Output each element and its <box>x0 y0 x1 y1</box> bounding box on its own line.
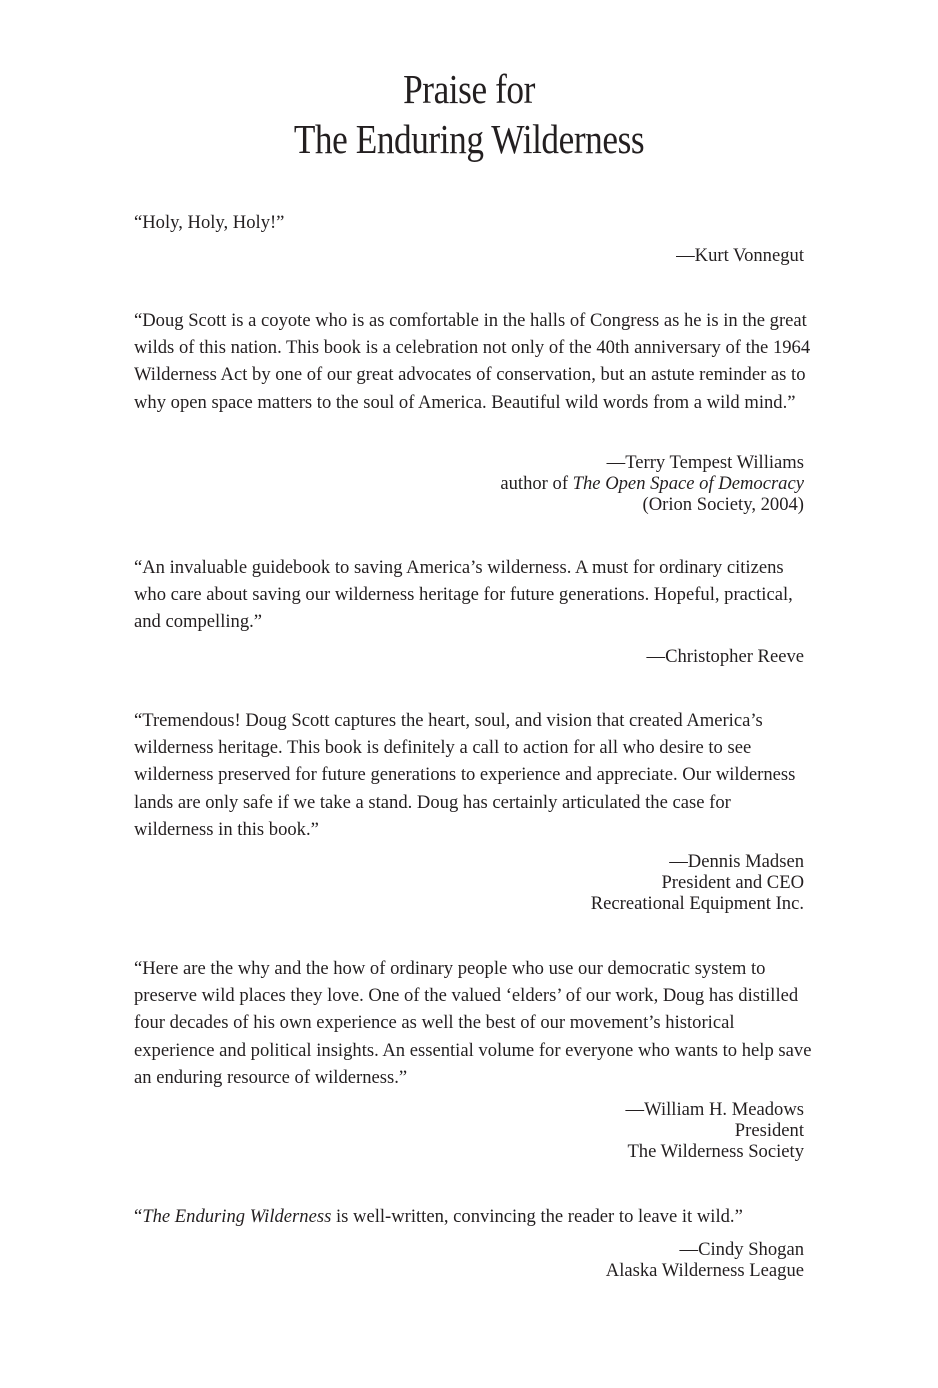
attribution-name: —Terry Tempest Williams <box>606 452 804 473</box>
blurb-attribution-williams <box>500 452 804 515</box>
blurb-attribution-vonnegut <box>676 245 804 266</box>
attribution-name: —Kurt Vonnegut <box>676 245 804 266</box>
attribution-name: —Christopher Reeve <box>646 646 804 667</box>
blurb-quote-meadows: “Here are the why and the how of ordinary people who use our democratic system to preserve wild places they love. One of the valued ‘elders’ of our work, Doug has distilled four decades of his own experience as well the best of our movement’s historical experience and political insights. An essential volume for everyone who wants to help save an enduring resource of wilderness.” <box>134 958 812 1088</box>
attribution-role: author of The Open Space of Democracy <box>500 473 804 494</box>
blurb-quote-madsen: “Tremendous! Doug Scott captures the heart, soul, and vision that created America’s wilderness heritage. This book is definitely a call to action for all who desire to see wilderness preserved for future generations to experience and appreciate. Our wilderness lands are only safe if we take a stand. Doug has certainly articulated the case for wilderness in this book.” <box>134 710 796 840</box>
blurb-attribution-reeve <box>647 646 805 667</box>
book-title: The Enduring Wilderness <box>142 1206 332 1227</box>
blurb-quote-shogan: “The Enduring Wilderness is well-written, convincing the reader to leave it wild.” <box>134 1206 743 1227</box>
attribution-title: President <box>734 1120 804 1141</box>
page-title-line-2: The Enduring Wilderness <box>293 116 645 162</box>
attribution-name: —Cindy Shogan <box>679 1239 804 1260</box>
attribution-name: —William H. Meadows <box>625 1099 804 1120</box>
book-title: The Open Space of Democracy <box>572 473 804 494</box>
blurb-quote-williams: “Doug Scott is a coyote who is as comfortable in the halls of Congress as he is in the great wilds of this nation. This book is a celebration not only of the 40th anniversary of the 1964 Wilderness Act by one of our great advocates of conservation, but an astute reminder as to why open space matters to the soul of America. Beautiful wild words from a wild mind.” <box>134 310 811 413</box>
attribution-org: Recreational Equipment Inc. <box>590 893 804 914</box>
attribution-title: President and CEO <box>661 872 804 893</box>
attribution-publisher: (Orion Society, 2004) <box>642 494 804 515</box>
blurb-attribution-meadows <box>626 1099 804 1162</box>
blurb-quote-reeve: “An invaluable guidebook to saving America’s wilderness. A must for ordinary citizens who care about saving our wilderness heritage for future generations. Hopeful, practical, and compelling.” <box>134 557 793 633</box>
attribution-org: The Wilderness Society <box>627 1141 804 1162</box>
attribution-name: —Dennis Madsen <box>669 851 804 872</box>
blurb-attribution-madsen <box>591 851 804 914</box>
page-title-line-1: Praise for <box>403 66 535 112</box>
blurb-attribution-shogan <box>606 1239 804 1281</box>
blurb-quote-vonnegut: “Holy, Holy, Holy!” <box>134 212 285 233</box>
attribution-org: Alaska Wilderness League <box>605 1260 804 1281</box>
